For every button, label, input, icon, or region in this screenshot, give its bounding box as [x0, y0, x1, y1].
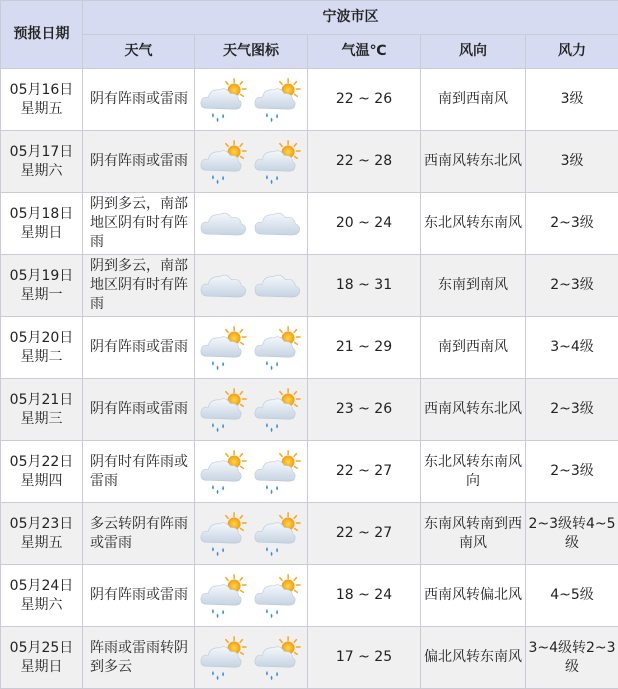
wind-direction-cell: 东南到南风 — [421, 255, 526, 317]
date-cell — [1, 69, 83, 131]
date-label: 05月22日 — [9, 453, 74, 470]
wind-force-cell: 2~3级 — [526, 441, 618, 503]
header-wind-force: 风力 — [526, 35, 618, 69]
weekday-label: 星期五 — [20, 100, 63, 117]
weather-cell: 多云转阴有阵雨或雷雨 — [83, 503, 195, 565]
date-label: 05月21日 — [9, 391, 74, 408]
date-label: 05月16日 — [9, 81, 74, 98]
weather-icons — [195, 201, 307, 247]
weather-icons — [195, 387, 307, 433]
weather-icon-cell — [195, 565, 308, 627]
table-row — [1, 193, 618, 255]
thunder-shower-icon — [253, 139, 303, 185]
wind-force-cell: 3~4级 — [526, 317, 618, 379]
wind-direction-cell: 西南风转东北风 — [421, 131, 526, 193]
thunder-shower-icon — [199, 573, 249, 619]
temperature-cell: 23 ~ 26 — [308, 379, 421, 441]
table-row — [1, 503, 618, 565]
date-label: 05月23日 — [9, 515, 74, 532]
temperature-cell: 22 ~ 27 — [308, 441, 421, 503]
wind-force-cell: 3级 — [526, 131, 618, 193]
weather-icon-cell — [195, 627, 308, 689]
temperature-cell: 20 ~ 24 — [308, 193, 421, 255]
cloudy-icon — [199, 263, 249, 309]
weekday-label: 星期三 — [20, 410, 63, 427]
thunder-shower-icon — [199, 511, 249, 557]
thunder-shower-icon — [253, 449, 303, 495]
temperature-cell: 22 ~ 26 — [308, 69, 421, 131]
weather-cell: 阴到多云，南部地区阴有时有阵雨 — [83, 193, 195, 255]
thunder-shower-icon — [253, 387, 303, 433]
date-cell — [1, 441, 83, 503]
weather-icons — [195, 77, 307, 123]
date-cell — [1, 503, 83, 565]
date-cell — [1, 379, 83, 441]
thunder-shower-icon — [253, 77, 303, 123]
thunder-shower-icon — [253, 573, 303, 619]
weather-icons — [195, 573, 307, 619]
wind-force-cell: 2~3级 — [526, 193, 618, 255]
table-row — [1, 131, 618, 193]
wind-direction-cell: 东北风转东南风向 — [421, 441, 526, 503]
temperature-cell: 21 ~ 29 — [308, 317, 421, 379]
weather-icon-cell — [195, 131, 308, 193]
weather-cell: 阵雨或雷雨转阴到多云 — [83, 627, 195, 689]
wind-direction-cell: 偏北风转东南风 — [421, 627, 526, 689]
weather-cell: 阴有阵雨或雷雨 — [83, 565, 195, 627]
date-label: 05月25日 — [9, 639, 74, 656]
wind-force-cell: 2~3级 — [526, 255, 618, 317]
temperature-cell: 18 ~ 31 — [308, 255, 421, 317]
table-row — [1, 317, 618, 379]
weather-cell: 阴有阵雨或雷雨 — [83, 69, 195, 131]
weather-icons — [195, 511, 307, 557]
date-cell — [1, 193, 83, 255]
weather-icons — [195, 449, 307, 495]
cloudy-icon — [199, 201, 249, 247]
wind-force-cell: 3级 — [526, 69, 618, 131]
header-temperature: 气温℃ — [308, 35, 421, 69]
weather-icon-cell — [195, 441, 308, 503]
table-row — [1, 565, 618, 627]
date-cell — [1, 317, 83, 379]
header-date: 预报日期 — [1, 1, 83, 69]
thunder-shower-icon — [199, 139, 249, 185]
thunder-shower-icon — [199, 77, 249, 123]
weather-icon-cell — [195, 503, 308, 565]
date-label: 05月19日 — [9, 267, 74, 284]
temperature-cell: 18 ~ 24 — [308, 565, 421, 627]
weather-icon-cell — [195, 193, 308, 255]
weekday-label: 星期六 — [20, 596, 63, 613]
date-label: 05月24日 — [9, 577, 74, 594]
table-row — [1, 441, 618, 503]
thunder-shower-icon — [199, 635, 249, 681]
header-wind-direction: 风向 — [421, 35, 526, 69]
thunder-shower-icon — [199, 449, 249, 495]
weather-icon-cell — [195, 69, 308, 131]
header-region: 宁波市区 — [83, 1, 618, 35]
weekday-label: 星期二 — [20, 348, 63, 365]
date-label: 05月17日 — [9, 143, 74, 160]
table-row — [1, 69, 618, 131]
header-weather: 天气 — [83, 35, 195, 69]
weather-icons — [195, 139, 307, 185]
thunder-shower-icon — [253, 635, 303, 681]
weather-cell: 阴有阵雨或雷雨 — [83, 317, 195, 379]
date-cell — [1, 565, 83, 627]
weather-icons — [195, 325, 307, 371]
weekday-label: 星期一 — [20, 286, 63, 303]
date-label: 05月20日 — [9, 329, 74, 346]
weather-cell: 阴有阵雨或雷雨 — [83, 379, 195, 441]
header-icon: 天气图标 — [195, 35, 308, 69]
wind-direction-cell: 东南风转南到西南风 — [421, 503, 526, 565]
cloudy-icon — [253, 201, 303, 247]
temperature-cell: 17 ~ 25 — [308, 627, 421, 689]
temperature-cell: 22 ~ 28 — [308, 131, 421, 193]
weather-cell: 阴到多云，南部地区阴有时有阵雨 — [83, 255, 195, 317]
weekday-label: 星期五 — [20, 534, 63, 551]
wind-direction-cell: 东北风转东南风 — [421, 193, 526, 255]
weekday-label: 星期四 — [20, 472, 63, 489]
wind-direction-cell: 西南风转东北风 — [421, 379, 526, 441]
date-cell — [1, 255, 83, 317]
wind-direction-cell: 南到西南风 — [421, 69, 526, 131]
weather-icon-cell — [195, 255, 308, 317]
weather-icon-cell — [195, 317, 308, 379]
weekday-label: 星期日 — [20, 224, 63, 241]
table-row — [1, 255, 618, 317]
cloudy-icon — [253, 263, 303, 309]
wind-force-cell: 3~4级转2~3级 — [526, 627, 618, 689]
wind-direction-cell: 西南风转偏北风 — [421, 565, 526, 627]
wind-force-cell: 2~3级 — [526, 379, 618, 441]
weekday-label: 星期六 — [20, 162, 63, 179]
wind-force-cell: 4~5级 — [526, 565, 618, 627]
wind-force-cell: 2~3级转4~5级 — [526, 503, 618, 565]
weather-icon-cell — [195, 379, 308, 441]
wind-direction-cell: 南到西南风 — [421, 317, 526, 379]
weather-cell: 阴有时有阵雨或雷雨 — [83, 441, 195, 503]
thunder-shower-icon — [253, 511, 303, 557]
weather-cell: 阴有阵雨或雷雨 — [83, 131, 195, 193]
thunder-shower-icon — [253, 325, 303, 371]
table-row — [1, 627, 618, 689]
weather-icons — [195, 635, 307, 681]
date-label: 05月18日 — [9, 205, 74, 222]
date-cell — [1, 627, 83, 689]
date-cell — [1, 131, 83, 193]
thunder-shower-icon — [199, 387, 249, 433]
table-row — [1, 379, 618, 441]
weekday-label: 星期日 — [20, 658, 63, 675]
weather-icons — [195, 263, 307, 309]
temperature-cell: 22 ~ 27 — [308, 503, 421, 565]
thunder-shower-icon — [199, 325, 249, 371]
